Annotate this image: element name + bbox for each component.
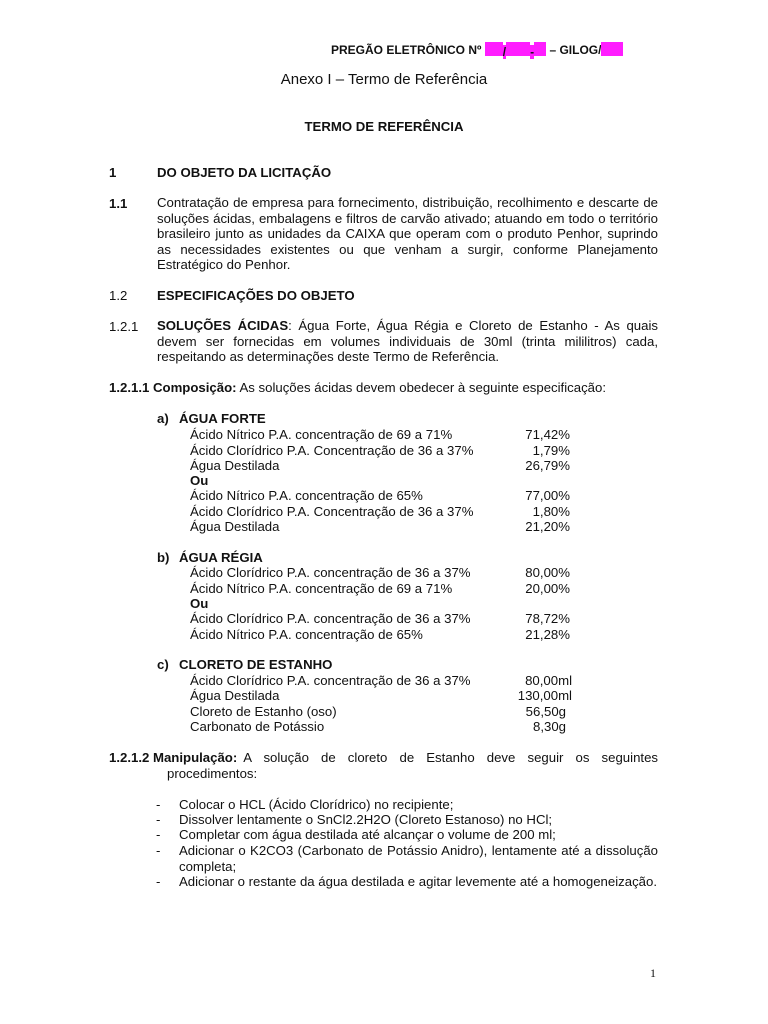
solution-title: CLORETO DE ESTANHO — [179, 657, 333, 672]
page-number: 1 — [650, 966, 656, 980]
ingredient-value: 26,79% — [525, 458, 570, 473]
bullet-dash: - — [156, 843, 161, 858]
ingredient-name: Ácido Clorídrico P.A. Concentração de 36 a 37% — [190, 443, 474, 458]
ingredient-name: Ácido Clorídrico P.A. Concentração de 36 a 37% — [190, 504, 474, 519]
document-header — [331, 42, 623, 59]
bullet-dash: - — [156, 797, 161, 812]
ingredient-value: 1,80% — [532, 504, 570, 519]
ingredient-name: Ácido Nítrico P.A. concentração de 69 a 71% — [190, 581, 453, 596]
solution-title: ÁGUA RÉGIA — [179, 550, 263, 565]
clause-number: 1.2.1 — [109, 319, 139, 334]
bullet-dash: - — [156, 827, 161, 842]
ingredient-value: 1,79% — [532, 443, 570, 458]
manipulation-text: A solução de cloreto de Estanho deve seguir os seguintes — [243, 750, 658, 765]
ingredient-name: Ácido Nítrico P.A. concentração de 65% — [190, 627, 423, 642]
clause-paragraph: Contratação de empresa para fornecimento, distribuição, recolhimento e descarte de soluções ácidas, embalagens e filtros de carvão ativado; atuando em todo o território brasileiro junto as unidades da CAIXA que operam com o produto Penhor, suprindo as necessidades existentes ou que venham a surgir, conforme Planejamento Estratégico do Penhor. — [157, 195, 658, 273]
clause-title: ESPECIFICAÇÕES DO OBJETO — [157, 288, 355, 303]
header-hyphen: - — [530, 45, 535, 59]
manipulation-label: 1.2.1.2 Manipulação: — [109, 750, 238, 765]
manipulation-line — [109, 750, 658, 765]
ingredient-value: 21,28% — [525, 627, 570, 642]
manipulation-text-cont: procedimentos: — [167, 766, 258, 781]
section-title: DO OBJETO DA LICITAÇÃO — [157, 165, 332, 180]
ingredient-name: Ácido Nítrico P.A. concentração de 69 a 71% — [190, 427, 453, 442]
procedure-step: Dissolver lentamente o SnCl2.2H2O (Cloreto Estanoso) no HCl; — [179, 812, 553, 827]
section-number: 1 — [109, 165, 117, 180]
ingredient-value: 71,42% — [525, 427, 570, 442]
or-label: Ou — [190, 473, 209, 488]
header-suffix: – GILOG/ — [549, 43, 602, 57]
clause-paragraph: : Água Forte, Água Régia e Cloreto de Estanho - As quais devem ser fornecidas em volumes individuais de 30ml (trinta mililitros) cada, respeitando as determinações deste Termo de Referência. — [157, 318, 658, 365]
ingredient-name: Ácido Clorídrico P.A. concentração de 36 a 37% — [190, 611, 471, 626]
or-label: Ou — [190, 596, 209, 611]
composition-label: 1.2.1.1 Composição: — [109, 380, 237, 395]
ingredient-name: Água Destilada — [190, 688, 280, 703]
clause-number: 1.2 — [109, 288, 128, 303]
ingredient-name: Água Destilada — [190, 519, 280, 534]
bullet-dash: - — [156, 874, 161, 889]
redacted-field — [534, 42, 546, 56]
annex-title: Anexo I – Termo de Referência — [280, 71, 488, 88]
list-letter: a) — [157, 411, 169, 426]
clause-number: 1.1 — [109, 196, 128, 211]
header-text: PREGÃO ELETRÔNICO Nº — [331, 43, 482, 57]
ingredient-value: 80,00% — [525, 565, 570, 580]
clause-text — [157, 195, 658, 273]
ingredient-name: Carbonato de Potássio — [190, 719, 325, 734]
ingredient-value: 78,72% — [525, 611, 570, 626]
ingredient-name: Cloreto de Estanho (oso) — [190, 704, 337, 719]
procedure-step: Adicionar o K2CO3 (Carbonato de Potássio Anidro), lentamente até a dissolução completa; — [179, 843, 658, 874]
clause-text — [157, 318, 658, 365]
procedure-step: Adicionar o restante da água destilada e agitar levemente até a homogeneização. — [179, 874, 658, 889]
procedure-step: Colocar o HCL (Ácido Clorídrico) no recipiente; — [179, 797, 454, 812]
ingredient-name: Ácido Nítrico P.A. concentração de 65% — [190, 488, 423, 503]
composition-text: As soluções ácidas devem obedecer à seguinte especificação: — [239, 380, 607, 395]
composition-line — [109, 380, 606, 395]
ingredient-value: 21,20% — [525, 519, 570, 534]
header-slash: / — [502, 45, 507, 59]
redacted-field — [485, 42, 503, 56]
ingredient-value: 80,00ml — [525, 673, 572, 688]
redacted-field — [601, 42, 623, 56]
ingredient-name: Ácido Clorídrico P.A. concentração de 36 a 37% — [190, 565, 471, 580]
ingredient-name: Água Destilada — [190, 458, 280, 473]
list-letter: b) — [157, 550, 170, 565]
ingredient-value: 20,00% — [525, 581, 570, 596]
document-title: TERMO DE REFERÊNCIA — [304, 119, 464, 134]
ingredient-value: 130,00ml — [517, 688, 572, 703]
bullet-dash: - — [156, 812, 161, 827]
ingredient-value: 77,00% — [525, 488, 570, 503]
ingredient-name: Ácido Clorídrico P.A. concentração de 36 a 37% — [190, 673, 471, 688]
list-letter: c) — [157, 657, 169, 672]
procedure-step: Completar com água destilada até alcançar o volume de 200 ml; — [179, 827, 556, 842]
ingredient-value: 56,50g — [525, 704, 566, 719]
redacted-field — [506, 42, 530, 56]
ingredient-value: 8,30g — [532, 719, 566, 734]
clause-bold-term: SOLUÇÕES ÁCIDAS — [157, 318, 289, 333]
solution-title: ÁGUA FORTE — [179, 411, 266, 426]
